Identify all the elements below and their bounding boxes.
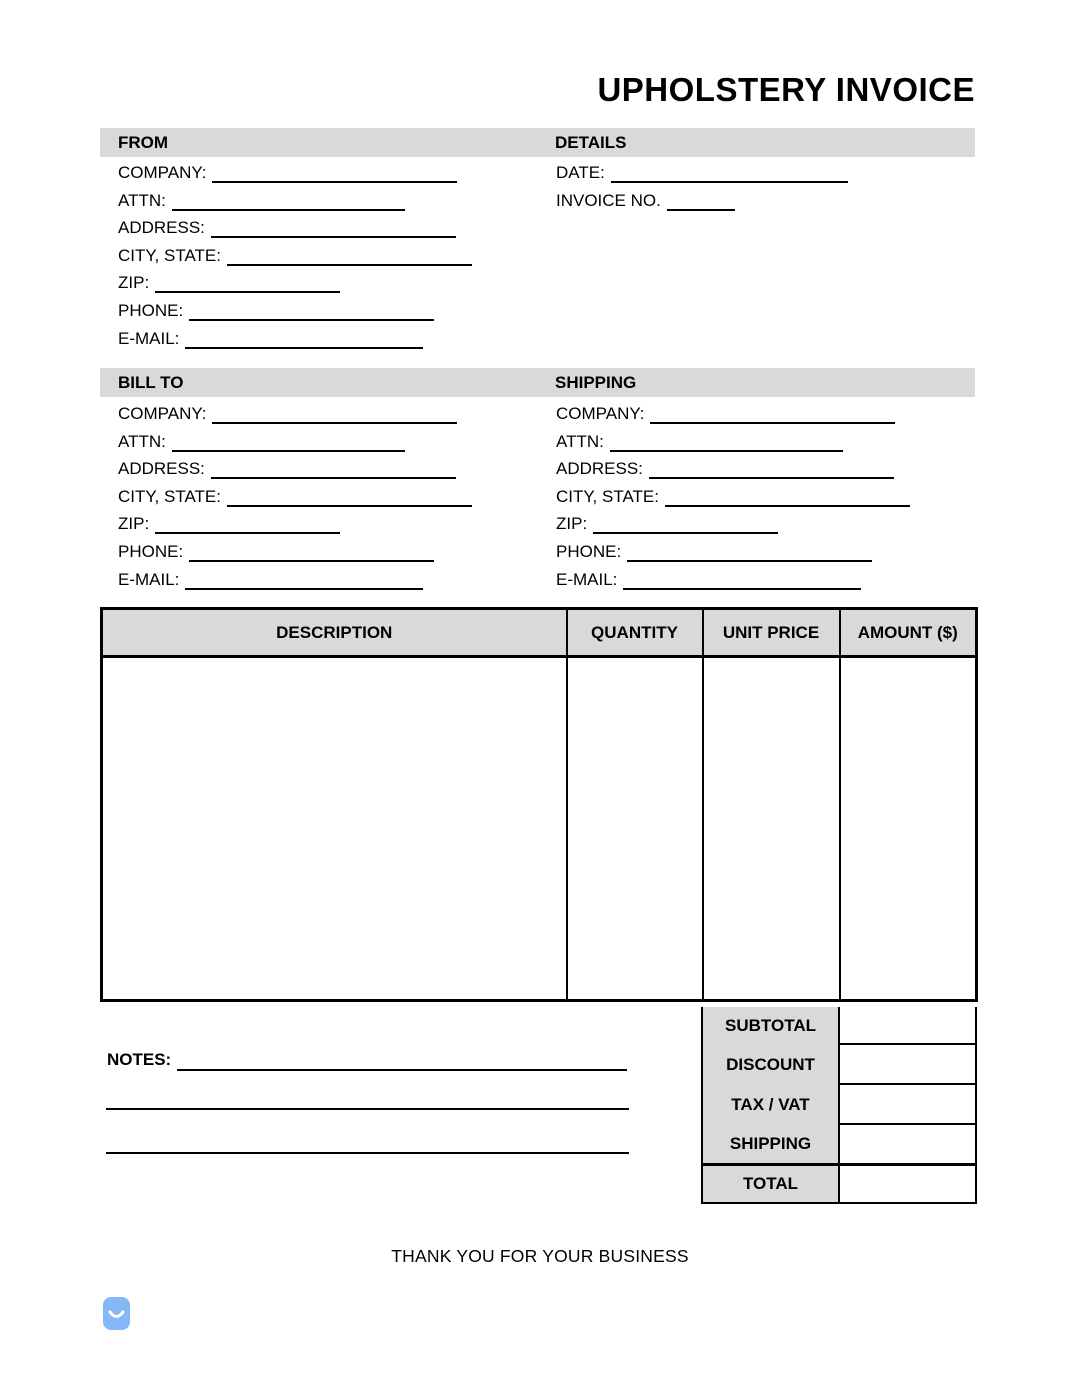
from-email-row xyxy=(118,325,472,353)
subtotal-label: SUBTOTAL xyxy=(703,1007,838,1045)
table-header-row xyxy=(102,609,977,657)
from-phone-blank[interactable] xyxy=(189,303,434,321)
from-phone-label: PHONE: xyxy=(118,300,184,320)
bill-attn-blank[interactable] xyxy=(172,434,405,452)
from-zip-blank[interactable] xyxy=(155,275,340,293)
quantity-cell[interactable] xyxy=(567,657,703,1001)
bill-company-blank[interactable] xyxy=(212,406,457,424)
date-label: DATE: xyxy=(556,163,605,182)
bill-address-blank[interactable] xyxy=(211,461,456,479)
ship-company-row xyxy=(556,400,910,428)
invoice-no-label: INVOICE NO. xyxy=(556,190,661,210)
bill-zip-row xyxy=(118,510,472,538)
date-blank[interactable] xyxy=(611,165,848,183)
line-items-table xyxy=(100,607,978,1002)
ship-city-state-row xyxy=(556,483,910,511)
notes-section xyxy=(107,1050,627,1072)
shipping-total-value[interactable] xyxy=(838,1125,975,1163)
tax-vat-label: TAX / VAT xyxy=(703,1085,838,1125)
bill-phone-label: PHONE: xyxy=(118,541,184,561)
notes-blank-1[interactable] xyxy=(177,1053,627,1071)
from-city-state-label: CITY, STATE: xyxy=(118,245,221,265)
bill-address-row xyxy=(118,455,472,483)
ship-address-blank[interactable] xyxy=(649,461,894,479)
from-city-state-blank[interactable] xyxy=(227,248,472,266)
from-phone-row xyxy=(118,297,472,325)
section-header-details: DETAILS xyxy=(555,133,627,152)
notes-blank-2[interactable] xyxy=(106,1108,629,1110)
total-value[interactable] xyxy=(838,1163,975,1202)
bill-address-label: ADDRESS: xyxy=(118,459,205,479)
billto-shipping-header-bar xyxy=(100,368,975,397)
bill-company-row xyxy=(118,400,472,428)
section-header-bill-to: BILL TO xyxy=(118,373,184,392)
bill-to-fields xyxy=(118,400,472,593)
from-address-label: ADDRESS: xyxy=(118,218,205,238)
ship-attn-row xyxy=(556,428,910,456)
notes-blank-3[interactable] xyxy=(106,1152,629,1154)
bill-attn-label: ATTN: xyxy=(118,431,166,451)
ship-city-state-blank[interactable] xyxy=(665,489,910,507)
amount-cell[interactable] xyxy=(840,657,977,1001)
ship-email-row xyxy=(556,566,910,594)
from-fields xyxy=(118,159,472,352)
from-details-header-bar xyxy=(100,128,975,157)
date-row xyxy=(556,159,848,187)
ship-address-label: ADDRESS: xyxy=(556,459,643,479)
ship-email-label: E-MAIL: xyxy=(556,569,618,589)
ship-company-blank[interactable] xyxy=(650,406,895,424)
ship-address-row xyxy=(556,455,910,483)
thank-you-message: THANK YOU FOR YOUR BUSINESS xyxy=(391,1246,689,1266)
from-email-label: E-MAIL: xyxy=(118,328,180,348)
bill-company-label: COMPANY: xyxy=(118,404,207,423)
ship-zip-row xyxy=(556,510,910,538)
from-company-blank[interactable] xyxy=(212,165,457,183)
col-header-amount: AMOUNT ($) xyxy=(840,609,977,657)
notes-label: NOTES: xyxy=(107,1050,172,1069)
bill-attn-row xyxy=(118,428,472,456)
ship-phone-row xyxy=(556,538,910,566)
section-header-from: FROM xyxy=(118,133,169,152)
bill-phone-blank[interactable] xyxy=(189,544,434,562)
from-zip-label: ZIP: xyxy=(118,273,150,293)
ship-attn-blank[interactable] xyxy=(610,434,843,452)
from-company-row xyxy=(118,159,472,187)
shipping-fields xyxy=(556,400,910,593)
details-fields xyxy=(556,159,848,214)
bill-phone-row xyxy=(118,538,472,566)
smile-icon xyxy=(103,1297,130,1330)
total-label: TOTAL xyxy=(703,1163,838,1202)
bill-email-row xyxy=(118,566,472,594)
from-attn-row xyxy=(118,187,472,215)
bill-city-state-row xyxy=(118,483,472,511)
tax-vat-value[interactable] xyxy=(838,1085,975,1125)
bill-email-label: E-MAIL: xyxy=(118,569,180,589)
section-header-shipping: SHIPPING xyxy=(555,373,637,392)
ship-phone-blank[interactable] xyxy=(627,544,872,562)
ship-phone-label: PHONE: xyxy=(556,541,622,561)
ship-company-label: COMPANY: xyxy=(556,404,645,423)
shipping-total-label: SHIPPING xyxy=(703,1125,838,1163)
from-attn-blank[interactable] xyxy=(172,193,405,211)
bill-zip-label: ZIP: xyxy=(118,514,150,534)
table-row xyxy=(102,657,977,1001)
totals-section xyxy=(701,1007,977,1204)
page-title: UPHOLSTERY INVOICE xyxy=(597,71,975,108)
from-address-blank[interactable] xyxy=(211,220,456,238)
subtotal-value[interactable] xyxy=(838,1007,975,1045)
from-attn-label: ATTN: xyxy=(118,190,166,210)
bill-city-state-label: CITY, STATE: xyxy=(118,486,221,506)
invoice-no-row xyxy=(556,187,848,215)
from-zip-row xyxy=(118,269,472,297)
col-header-unit-price: UNIT PRICE xyxy=(703,609,840,657)
ship-zip-label: ZIP: xyxy=(556,514,588,534)
bill-email-blank[interactable] xyxy=(185,572,423,590)
unit-price-cell[interactable] xyxy=(703,657,840,1001)
ship-city-state-label: CITY, STATE: xyxy=(556,486,659,506)
discount-value[interactable] xyxy=(838,1045,975,1085)
discount-label: DISCOUNT xyxy=(703,1045,838,1085)
description-cell[interactable] xyxy=(102,657,567,1001)
col-header-quantity: QUANTITY xyxy=(567,609,703,657)
ship-email-blank[interactable] xyxy=(623,572,861,590)
bill-zip-blank[interactable] xyxy=(155,516,340,534)
col-header-description: DESCRIPTION xyxy=(102,609,567,657)
from-address-row xyxy=(118,214,472,242)
from-city-state-row xyxy=(118,242,472,270)
ship-attn-label: ATTN: xyxy=(556,431,604,451)
bill-city-state-blank[interactable] xyxy=(227,489,472,507)
brand-logo xyxy=(103,1297,130,1330)
ship-zip-blank[interactable] xyxy=(593,516,778,534)
from-company-label: COMPANY: xyxy=(118,163,207,182)
invoice-no-blank[interactable] xyxy=(667,193,735,211)
from-email-blank[interactable] xyxy=(185,331,423,349)
